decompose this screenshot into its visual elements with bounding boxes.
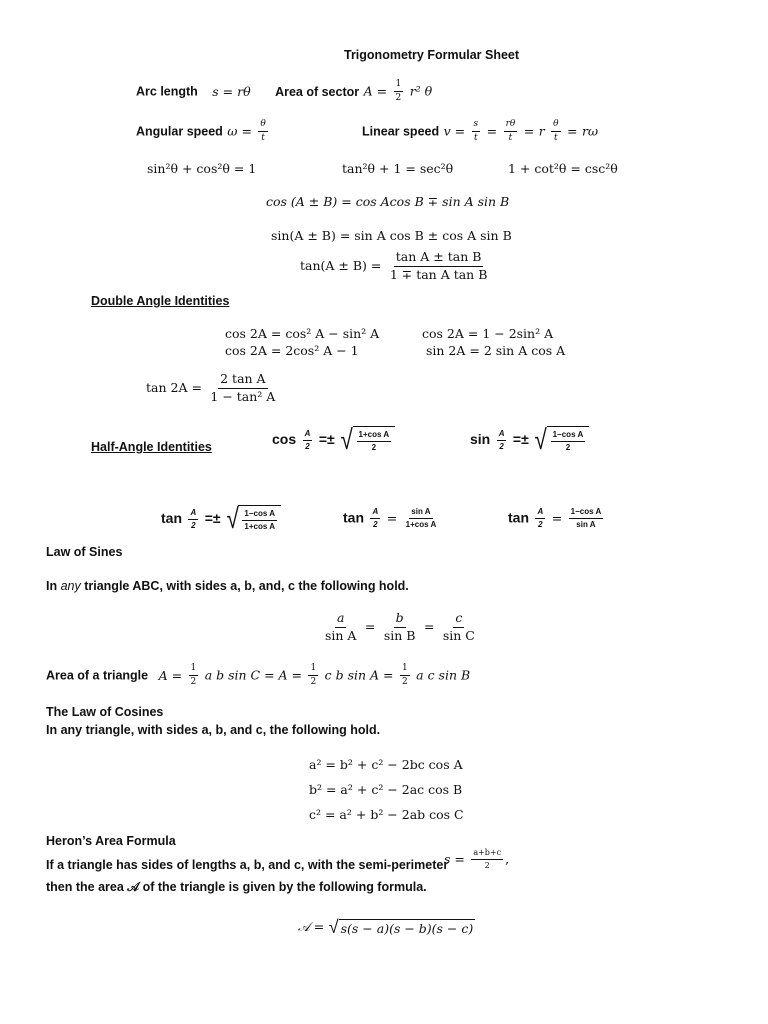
half-sin-denominator: 2 [565,443,571,452]
law-of-cosines-heading: The Law of Cosines [46,705,164,719]
c-over-sinC [441,612,477,642]
half-tan1-numerator: 1−cos A [242,510,277,521]
sines-intro-any: any [60,579,81,593]
tan-sum-lhs: tan(A ± B) = [300,258,382,274]
r-theta-over-t-fraction: $\frac{r\theta}{t}$ [505,119,516,143]
sines-sinC: sin C [442,627,475,643]
double-angle-tan-fraction [208,373,277,403]
heron-radicand: s(s − a)(s − b)(s − c) [340,921,474,936]
a-over-2-fraction: $\frac{A}{2}$ [498,428,505,451]
sector-area-lhs: A = [363,83,388,99]
heron-radical: √ s(s − a)(s − b)(s − c) [328,917,474,937]
heron-heading: Heron’s Area Formula [46,834,176,848]
sines-b: b [394,612,406,628]
half-tan3-denominator: sin A [576,520,596,529]
sines-a: a [335,612,346,628]
double-angle-heading: Double Angle Identities [91,294,230,308]
half-cos-radical: √ $\frac{\text{1+cos A}}{2}$ [339,426,395,454]
linear-speed-lhs: v = [443,123,466,139]
double-angle-cos-3: cos 2A = 1 − 2sin² A [422,326,554,341]
sines-intro-post: triangle ABC, with sides a, b, and, c the following hold. [80,579,409,593]
half-tan1-fraction [242,510,277,531]
sector-area-rhs: r² θ [409,83,433,99]
a-over-2-fraction: $\frac{A}{2}$ [537,507,544,529]
double-angle-tan [146,373,279,403]
sector-area-label: Area of sector [275,84,360,99]
linear-speed-label: Linear speed [362,124,440,139]
arc-length-row [136,80,432,103]
heron-formula [298,918,475,936]
double-angle-cos-1: cos 2A = cos² A − sin² A [225,326,380,341]
law-of-sines-intro [46,579,409,593]
one-half-fraction: $\frac{1}{2}$ [395,79,402,103]
semi-perimeter-fraction [471,849,503,870]
triangle-area-part1: a b sin C = A = [204,667,302,683]
tan-sum-formula [300,251,491,281]
half-sin-fn: sin [470,431,491,448]
sin-sum-formula: sin(A ± B) = sin A cos B ± cos A sin B [271,228,512,243]
double-angle-sin: sin 2A = 2 sin A cos A [426,343,566,358]
cosine-law-c: c² = a² + b² − 2ab cos C [309,807,464,822]
linear-speed-row: Linear speed v = $\frac{s}{t}$ = $\frac{r\theta}{t}$ = r $\frac{\theta}{t}$ = rω [362,119,599,143]
half-angle-tan-2: tan $\frac{A}{2}$ = $\frac{\text{sin A}}{\text{1+cos A}}$ [343,507,437,529]
cosine-law-a: a² = b² + c² − 2bc cos A [309,757,463,772]
half-tan2-denominator: 1+cos A [405,520,437,529]
a-over-sinA [323,612,358,642]
half-cos-pm: =± [318,431,335,448]
double-angle-tan-denominator: 1 − tan² A [210,388,276,404]
one-half-fraction: $\frac{1}{2}$ [190,663,197,687]
sines-c: c [453,612,464,628]
tan-sum-numerator: tan A ± tan B [394,251,484,267]
triangle-area-label: Area of a triangle [46,668,149,683]
sines-sinA: sin A [325,627,357,643]
tan-sum-denominator: 1 ∓ tan A tan B [389,266,488,282]
angular-speed-label: Angular speed [136,124,223,139]
angular-speed-row [136,120,270,143]
half-angle-sin [470,426,589,454]
theta-over-t-fraction: $\frac{\theta}{t}$ [260,119,266,143]
half-angle-heading: Half-Angle Identities [91,440,212,454]
triangle-area-part2: c b sin A = [324,667,394,683]
semi-perimeter-formula: s = $\frac{a+b+c}{2}$ , [444,848,510,870]
law-of-sines-formula: $\frac{a}{\text{sin A}}$ = $\frac{b}{\text{sin B}}$ = $\frac{c}{\text{sin C}}$ [325,610,475,643]
a-over-2-fraction: $\frac{A}{2}$ [190,507,197,530]
double-angle-tan-numerator: 2 tan A [218,373,267,389]
heron-line-1: If a triangle has sides of lengths a, b, and c, with the semi-perimeter [46,858,449,872]
semi-perimeter-numerator: a+b+c [471,849,503,860]
half-sin-fraction [551,431,586,452]
half-cos-numerator: 1+cos A [357,431,392,442]
cos-sum-formula: cos (A ± B) = cos Acos B ∓ sin A sin B [266,194,510,209]
half-sin-numerator: 1−cos A [551,431,586,442]
half-tan1-pm: =± [204,510,221,527]
theta-over-t-fraction-2: $\frac{\theta}{t}$ [553,119,559,143]
half-sin-radical: √ $\frac{\text{1−cos A}}{2}$ [533,426,589,454]
sines-sinB: sin B [383,627,416,643]
pythag-identity-1: sin²θ + cos²θ = 1 [147,161,257,176]
half-tan2-fn: tan [343,509,364,526]
semi-perimeter-denominator: 2 [484,861,490,870]
half-cos-fn: cos [272,431,297,448]
sines-intro-pre: In [46,579,61,593]
semi-perimeter-lhs: s = [444,851,465,867]
pythag-identity-2: tan²θ + 1 = sec²θ [342,161,454,176]
half-tan2-fraction [404,508,439,529]
page-title: Trigonometry Formular Sheet [344,48,520,62]
b-over-sinB [382,612,418,642]
half-cos-fraction [357,431,392,452]
a-over-2-fraction: $\frac{A}{2}$ [372,507,379,529]
double-angle-cos-2: cos 2A = 2cos² A − 1 [225,343,359,358]
tan-sum-fraction [388,251,490,281]
triangle-area-part3: a c sin B [416,667,471,683]
half-tan1-denominator: 1+cos A [244,522,275,531]
cosine-law-b: b² = a² + c² − 2ac cos B [309,782,463,797]
a-over-2-fraction: $\frac{A}{2}$ [304,428,311,451]
one-half-fraction: $\frac{1}{2}$ [401,663,408,687]
pythag-identity-3: 1 + cot²θ = csc²θ [508,161,618,176]
half-tan3-fraction [569,508,604,529]
angular-speed-lhs: ω = [227,123,252,139]
half-tan3-fn: tan [508,509,529,526]
law-of-cosines-intro: In any triangle, with sides a, b, and c, the following hold. [46,723,381,737]
arc-length-label: Arc length [136,84,198,99]
heron-line-2: then the area 𝒜 of the triangle is given by the following formula. [46,880,427,894]
half-tan2-numerator: sin A [409,508,432,519]
arc-length-formula: s = rθ [212,83,251,99]
s-over-t-fraction: $\frac{s}{t}$ [473,119,479,143]
half-angle-tan-1 [161,505,281,533]
triangle-area-row: Area of a triangle A = $\frac{1}{2}$ a b sin C = A = $\frac{1}{2}$ c b sin A = $\frac{1}{2}$ a c sin B [46,663,471,687]
heron-formula-lhs: 𝒜 = [298,919,325,935]
law-of-sines-heading: Law of Sines [46,545,123,559]
half-cos-denominator: 2 [371,443,377,452]
half-tan1-radical: √ $\frac{\text{1−cos A}}{\text{1+cos A}}$ [225,505,281,533]
half-angle-cos [272,426,395,454]
double-angle-tan-lhs: tan 2A = [146,380,202,396]
half-tan3-numerator: 1−cos A [569,508,604,519]
half-sin-pm: =± [512,431,529,448]
half-angle-tan-3: tan $\frac{A}{2}$ = $\frac{\text{1−cos A}}{\text{sin A}}$ [508,507,602,529]
one-half-fraction: $\frac{1}{2}$ [310,663,317,687]
half-tan1-fn: tan [161,510,182,527]
